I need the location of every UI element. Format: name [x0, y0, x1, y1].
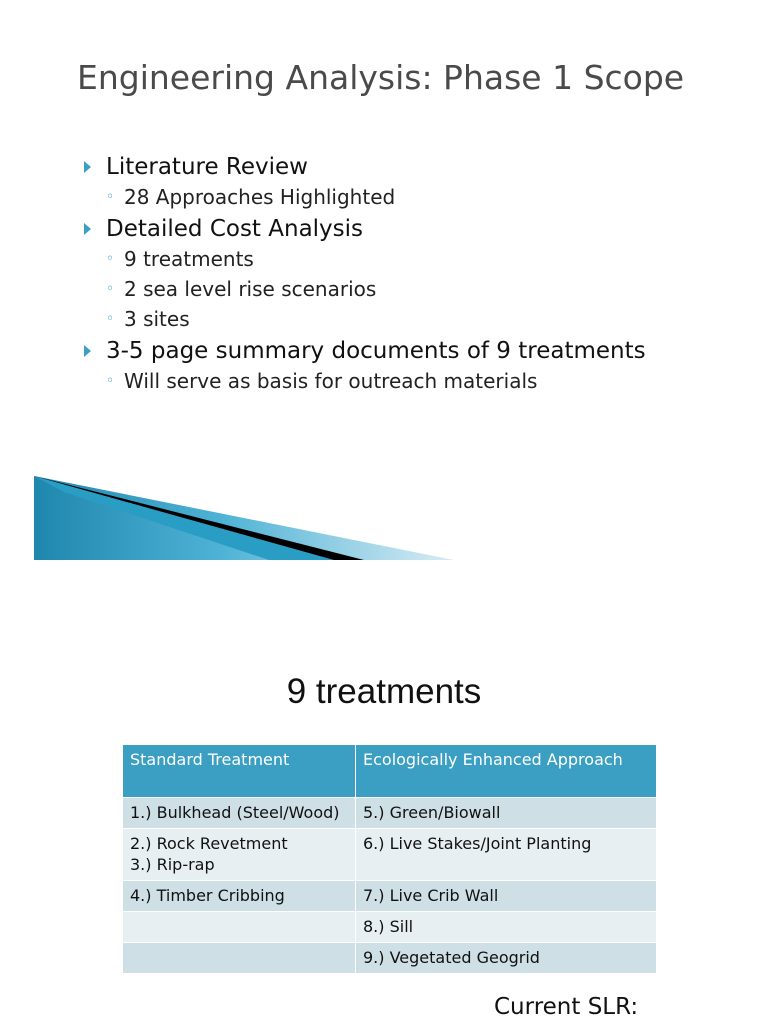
table-row [123, 798, 657, 829]
triangle-bullet-icon [84, 223, 91, 235]
bullet-cost-analysis: Detailed Cost Analysis [84, 214, 704, 244]
table-cell: 5.) Green/Biowall [356, 798, 657, 829]
table-row [123, 943, 657, 974]
column-header: Ecologically Enhanced Approach [356, 745, 657, 798]
table-cell: 1.) Bulkhead (Steel/Wood) [123, 798, 356, 829]
table-cell: 4.) Timber Cribbing [123, 881, 356, 912]
table-cell: 9.) Vegetated Geogrid [356, 943, 657, 974]
decorative-wedge-graphic [34, 476, 454, 562]
table-header-row [123, 745, 657, 798]
table-row [123, 881, 657, 912]
ring-bullet-icon: ◦ [106, 373, 115, 389]
bullet-literature-review: Literature Review [84, 152, 704, 182]
bullet-list [84, 152, 704, 396]
triangle-bullet-icon [84, 161, 91, 173]
table-cell [123, 912, 356, 943]
treatments-table [122, 744, 657, 974]
ring-bullet-icon: ◦ [106, 251, 115, 267]
ring-bullet-icon: ◦ [106, 189, 115, 205]
sub-bullet: ◦ 3 sites [84, 304, 704, 334]
table-cell: 8.) Sill [356, 912, 657, 943]
sub-bullet: ◦ Will serve as basis for outreach materials [84, 366, 704, 396]
triangle-bullet-icon [84, 345, 91, 357]
sub-bullet: ◦ 9 treatments [84, 244, 704, 274]
table-row [123, 829, 657, 881]
table-cell: 6.) Live Stakes/Joint Planting [356, 829, 657, 881]
ring-bullet-icon: ◦ [106, 281, 115, 297]
ring-bullet-icon: ◦ [106, 311, 115, 327]
slide-title: 9 treatments [286, 672, 482, 711]
bullet-summary-documents: 3-5 page summary documents of 9 treatments [84, 336, 704, 366]
column-header: Standard Treatment [123, 745, 356, 798]
slide-title: Engineering Analysis: Phase 1 Scope [77, 58, 685, 97]
sub-bullet: ◦ 28 Approaches Highlighted [84, 182, 704, 212]
table-row [123, 912, 657, 943]
table-cell [123, 943, 356, 974]
current-slr-label: Current SLR: [494, 994, 639, 1020]
sub-bullet: ◦ 2 sea level rise scenarios [84, 274, 704, 304]
table-cell: 7.) Live Crib Wall [356, 881, 657, 912]
table-cell: 2.) Rock Revetment 3.) Rip-rap [123, 829, 356, 881]
